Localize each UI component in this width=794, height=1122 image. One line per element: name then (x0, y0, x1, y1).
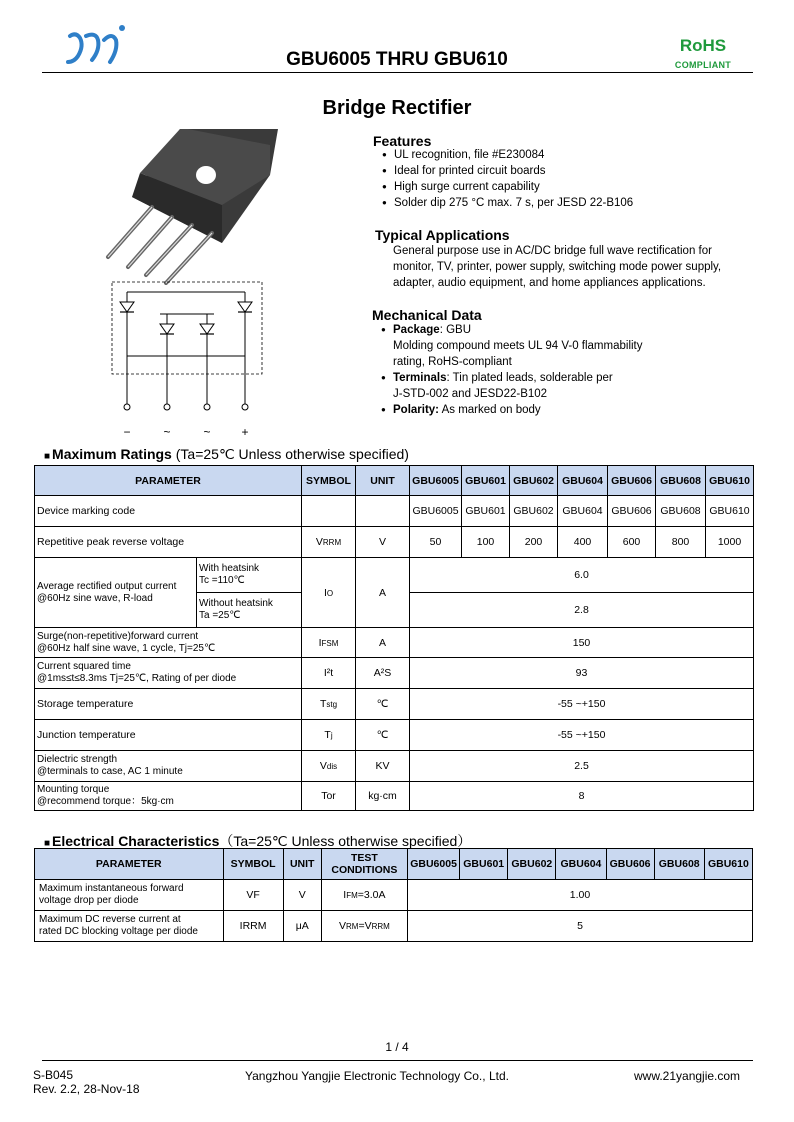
symbol-main: T (319, 698, 327, 710)
list-item: ● High surge current capability (382, 179, 633, 195)
param-line: @60Hz half sine wave, 1 cycle, Tj=25℃ (37, 642, 216, 654)
param-cell: Junction temperature (35, 720, 302, 751)
cond-main: I (343, 889, 347, 901)
column-header: GBU601 (462, 466, 510, 496)
list-item: ● Solder dip 275 °C max. 7 s, per JESD 22-B106 (382, 195, 633, 211)
condition-cell (197, 558, 302, 593)
unit-cell: KV (356, 751, 410, 782)
unit-cell: ℃ (356, 689, 410, 720)
symbol-sub: FSM (321, 638, 339, 648)
table-row (35, 911, 753, 942)
symbol-cell (302, 751, 356, 782)
polarity-label: Polarity: (393, 404, 440, 416)
condition-line: With heatsink (199, 563, 260, 574)
company-name: Yangzhou Yangjie Electronic Technology Co., Ltd. (245, 1069, 509, 1083)
table-row (35, 496, 754, 527)
value-cell: -55 ~+150 (410, 720, 754, 751)
condition-line: Without heatsink (199, 598, 273, 609)
column-header: PARAMETER (35, 466, 302, 496)
column-header: GBU608 (654, 849, 704, 880)
unit-cell: V (356, 527, 410, 558)
value-cell: 150 (410, 628, 754, 658)
value-cell: 2.5 (410, 751, 754, 782)
param-line: @terminals to case, AC 1 minute (37, 766, 183, 777)
polarity-value: As marked on body (439, 404, 541, 416)
table-row (35, 720, 754, 751)
value-cell: GBU606 (608, 496, 656, 527)
symbol-main: I (323, 586, 327, 599)
list-item: rating, RoHS-compliant (393, 356, 512, 368)
param-line: Current squared time (37, 661, 131, 672)
param-cell: Device marking code (35, 496, 302, 527)
symbol-cell: IRRM (223, 911, 283, 942)
value-cell: 100 (462, 527, 510, 558)
rohs-compliant-label: COMPLIANT (674, 60, 732, 70)
list-item: J-STD-002 and JESD22-B102 (393, 388, 548, 400)
param-line: rated DC blocking voltage per diode (39, 926, 198, 937)
applications-text (393, 243, 721, 291)
value-cell: GBU602 (510, 496, 558, 527)
elec-char-title-bold: Electrical Characteristics (52, 833, 220, 849)
table-row (35, 527, 754, 558)
cond-b: =V (358, 920, 372, 932)
value-cell: 93 (410, 658, 754, 689)
param-line: Mounting torque (37, 784, 110, 795)
symbol-cell (302, 720, 356, 751)
symbol-cell: VF (223, 880, 283, 911)
column-header: SYMBOL (302, 466, 356, 496)
footer-divider (42, 1060, 753, 1061)
condition-line: Ta =25℃ (199, 610, 241, 621)
mechanical-heading: Mechanical Data (372, 307, 482, 323)
list-item: Molding compound meets UL 94 V-0 flammability (393, 340, 643, 352)
symbol-sub: stg (326, 700, 338, 709)
column-header: GBU610 (706, 466, 754, 496)
param-line: @recommend torque：5kg·cm (37, 796, 174, 807)
unit-cell: ℃ (356, 720, 410, 751)
column-header: GBU602 (508, 849, 556, 880)
param-line: Maximum instantaneous forward (39, 883, 184, 894)
package-value: : GBU (439, 324, 471, 336)
column-header: GBU6005 (408, 849, 460, 880)
circuit-label-ac2: ~ (203, 425, 211, 439)
max-ratings-title-bold: Maximum Ratings (52, 446, 172, 462)
elec-char-title-conditions: （Ta=25℃ Unless otherwise specified） (219, 833, 472, 849)
applications-line: General purpose use in AC/DC bridge full wave rectification for (393, 245, 712, 257)
column-header: GBU6005 (410, 466, 462, 496)
param-line: @60Hz sine wave, R-load (37, 592, 153, 604)
value-cell: -55 ~+150 (410, 689, 754, 720)
test-header-line: TEST (350, 852, 378, 864)
unit-cell: A²S (356, 658, 410, 689)
list-item: ● UL recognition, file #E230084 (382, 147, 633, 163)
param-cell: Storage temperature (35, 689, 302, 720)
condition-line: Tc =110℃ (199, 575, 245, 586)
unit-cell (356, 496, 410, 527)
symbol-sub: RRM (322, 538, 342, 547)
page-number: 1 / 4 (385, 1040, 409, 1054)
doc-revision: Rev. 2.2, 28-Nov-18 (33, 1082, 140, 1096)
column-header: GBU601 (460, 849, 508, 880)
value-cell: GBU601 (462, 496, 510, 527)
value-cell: GBU608 (656, 496, 706, 527)
terminals-value: : Tin plated leads, solderable per (446, 372, 613, 384)
unit-cell: A (356, 628, 410, 658)
max-ratings-title: ■ Maximum Ratings (Ta=25℃ Unless otherwise specified) (44, 446, 409, 462)
column-header: GBU606 (608, 466, 656, 496)
column-header: UNIT (283, 849, 321, 880)
value-cell: 800 (656, 527, 706, 558)
value-cell: GBU604 (558, 496, 608, 527)
doc-id: S-B045 (33, 1068, 74, 1082)
symbol-cell (302, 628, 356, 658)
unit-cell: V (283, 880, 321, 911)
unit-cell: kg·cm (356, 782, 410, 811)
list-item (381, 322, 643, 338)
mechanical-list (381, 322, 643, 418)
column-header: GBU604 (556, 849, 606, 880)
symbol-main: V (319, 760, 327, 772)
cond-a: V (338, 920, 346, 932)
symbol-main: T (324, 729, 331, 741)
param-cell (35, 911, 224, 942)
elec-char-title: ■ Electrical Characteristics（Ta=25℃ Unless otherwise specified） (44, 833, 472, 849)
table-row (35, 558, 754, 593)
package-label: Package (393, 324, 440, 336)
table-header-row (35, 466, 754, 496)
cond-sub: FM (346, 891, 358, 900)
cond-rest: =3.0A (357, 889, 386, 901)
applications-heading: Typical Applications (375, 227, 510, 243)
value-cell: 8 (410, 782, 754, 811)
value-cell: 1000 (706, 527, 754, 558)
symbol-sub: O (326, 588, 334, 598)
param-cell (35, 658, 302, 689)
value-cell: 2.8 (410, 593, 754, 628)
list-item (381, 402, 643, 418)
column-header: GBU610 (704, 849, 752, 880)
column-header: PARAMETER (35, 849, 224, 880)
symbol-cell: Tor (302, 782, 356, 811)
column-header: GBU606 (606, 849, 654, 880)
value-cell: 200 (510, 527, 558, 558)
value-cell: 400 (558, 527, 608, 558)
param-line: Average rectified output current (37, 580, 177, 592)
param-cell (35, 751, 302, 782)
param-cell (35, 880, 224, 911)
features-heading: Features (373, 133, 432, 149)
symbol-cell (302, 689, 356, 720)
page-title: GBU6005 THRU GBU610 (286, 49, 508, 70)
max-ratings-table (34, 465, 754, 811)
param-line: Maximum DC reverse current at (39, 914, 181, 925)
value-cell: GBU6005 (410, 496, 462, 527)
cond-a-sub: RM (345, 922, 359, 931)
value-cell: 6.0 (410, 558, 754, 593)
rohs-label: RoHS (679, 36, 727, 55)
symbol-main: I (318, 636, 322, 649)
column-header: GBU608 (656, 466, 706, 496)
doc-info (33, 1068, 140, 1096)
column-header: SYMBOL (223, 849, 283, 880)
elec-char-table (34, 848, 753, 942)
table-row (35, 880, 753, 911)
header-divider (42, 72, 753, 73)
circuit-label-positive: + (241, 425, 249, 439)
circuit-label-ac1: ~ (163, 425, 171, 439)
table-row (35, 658, 754, 689)
column-header: GBU602 (510, 466, 558, 496)
unit-cell: μA (283, 911, 321, 942)
param-line: Dielectric strength (37, 754, 118, 765)
value-cell: 1.00 (408, 880, 753, 911)
param-cell (35, 558, 197, 628)
param-cell (35, 782, 302, 811)
condition-cell (197, 593, 302, 628)
features-list (382, 147, 633, 211)
column-header: GBU604 (558, 466, 608, 496)
list-item (381, 370, 643, 386)
condition-cell (321, 880, 407, 911)
value-cell: 600 (608, 527, 656, 558)
condition-cell (321, 911, 407, 942)
param-line: @1ms≤t≤8.3ms Tj=25℃, Rating of per diode (37, 673, 237, 684)
symbol-sub: j (330, 731, 333, 740)
symbol-cell (302, 496, 356, 527)
symbol-cell: I²t (302, 658, 356, 689)
unit-cell: A (356, 558, 410, 628)
table-row (35, 689, 754, 720)
applications-line: adapter, audio equipment, and home appliances applications. (393, 277, 706, 289)
table-header-row (35, 849, 753, 880)
applications-line: monitor, TV, printer, power supply, switching mode power supply, (393, 261, 722, 273)
symbol-cell (302, 527, 356, 558)
param-line: voltage drop per diode (39, 895, 139, 906)
bridge-circuit-diagram (100, 280, 280, 442)
list-item: ● Ideal for printed circuit boards (382, 163, 633, 179)
product-subtitle: Bridge Rectifier (322, 97, 472, 119)
param-line: Surge(non-repetitive)forward current (37, 630, 199, 642)
table-row (35, 628, 754, 658)
param-cell: Repetitive peak reverse voltage (35, 527, 302, 558)
table-row (35, 751, 754, 782)
website-link[interactable]: www.21yangjie.com (634, 1069, 741, 1083)
max-ratings-title-conditions: (Ta=25℃ Unless otherwise specified) (175, 446, 409, 462)
table-row (35, 782, 754, 811)
test-header-line: CONDITIONS (331, 864, 398, 876)
circuit-label-negative: − (123, 425, 131, 439)
terminals-label: Terminals (393, 372, 447, 384)
symbol-cell (302, 558, 356, 628)
column-header (321, 849, 407, 880)
cond-b-sub: RRM (371, 922, 390, 931)
gbu-package-illustration (92, 125, 278, 285)
value-cell: 50 (410, 527, 462, 558)
symbol-main: V (315, 536, 323, 548)
value-cell: 5 (408, 911, 753, 942)
column-header: UNIT (356, 466, 410, 496)
param-cell (35, 628, 302, 658)
rohs-badge (666, 36, 740, 70)
value-cell: GBU610 (706, 496, 754, 527)
symbol-sub: dis (326, 762, 338, 771)
